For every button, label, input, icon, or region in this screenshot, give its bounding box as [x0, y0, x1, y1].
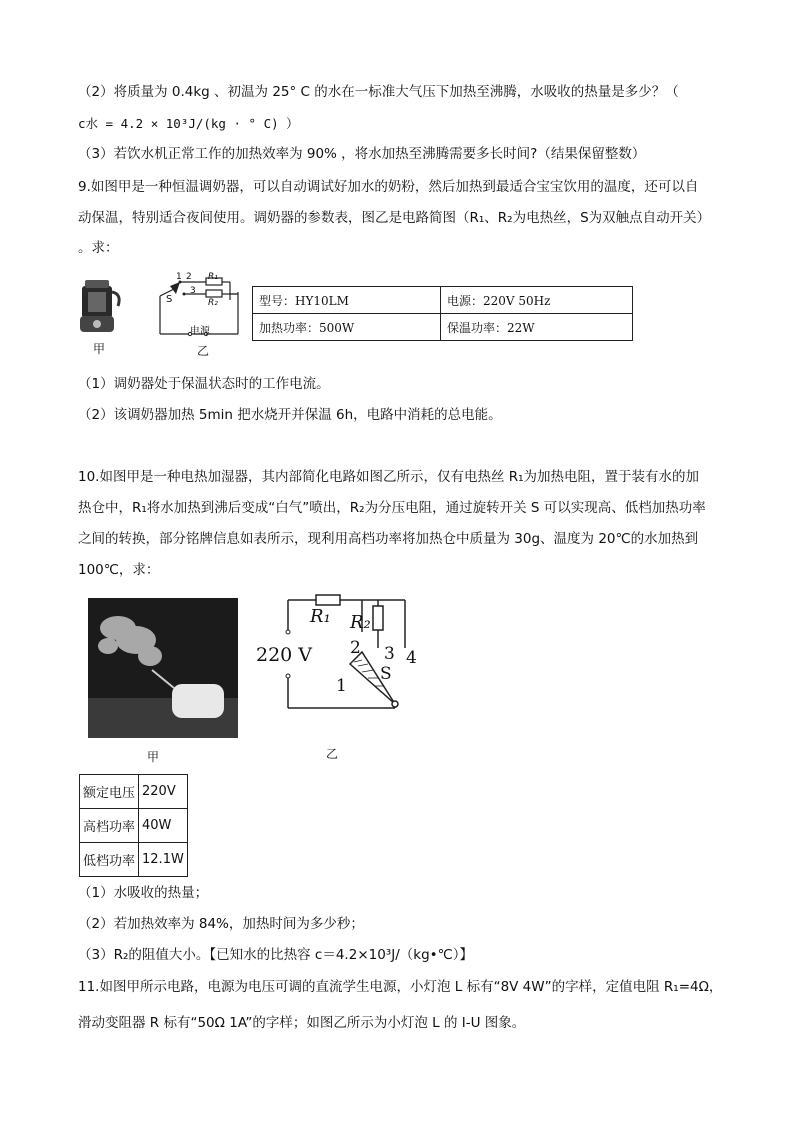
q9-caption-yi: 乙 [197, 344, 210, 358]
q9-intro-line2: 动保温，特别适合夜间使用。调奶器的参数表，图乙是电路简图（R₁、R₂为电热丝，S为双触点自动开关） [78, 210, 711, 226]
q10-label-r2: R₂ [350, 612, 371, 633]
q9-figure-milk-warmer [76, 276, 124, 340]
q9-intro-line3: 。求： [78, 240, 119, 256]
table-row [80, 775, 188, 809]
q8-part2: （2）将质量为 0.4kg 、初温为 25° C 的水在一标准大气压下加热至沸腾，水吸收的热量是多少？（ [78, 84, 679, 100]
q10-cell-rated-voltage-label: 额定电压 [80, 775, 139, 809]
q9-intro-line1: 9.如图甲是一种恒温调奶器，可以自动调试好加水的奶粉，然后加热到最适合宝宝饮用的温度，还可以自 [78, 179, 699, 195]
q10-node-4: 4 [406, 648, 417, 668]
table-row [80, 809, 188, 843]
q10-intro-line4: 100℃，求： [78, 562, 160, 578]
q9-node-3: 3 [190, 286, 196, 296]
q9-cell-keep-power: 保温功率：22W [441, 314, 633, 341]
q9-node-1: 1 [176, 272, 182, 282]
q8-part3: （3）若饮水机正常工作的加热效率为 90% ，将水加热至沸腾需要多长时间?（结果保留整数） [78, 146, 646, 162]
q10-node-1: 1 [336, 676, 347, 696]
q10-node-2: 2 [350, 638, 361, 658]
q9-label-r2: R₂ [208, 298, 218, 308]
q9-cell-heat-power: 加热功率：500W [253, 314, 441, 341]
q10-label-r1: R₁ [310, 606, 331, 627]
q10-cell-low-power-value: 12.1W [139, 843, 188, 877]
q9-label-r1: R₁ [208, 272, 218, 282]
q9-cell-supply: 电源：220V 50Hz [441, 287, 633, 314]
q9-label-power: 电源 [190, 326, 210, 337]
q10-node-3: 3 [384, 644, 395, 664]
q8-part2-constant: c水 = 4.2 × 10³J/(kg · ° C) ） [78, 116, 299, 131]
q10-label-voltage: 220 V [256, 644, 313, 666]
q10-intro-line2: 热仓中，R₁将水加热到沸后变成“白气”喷出，R₂为分压电阻，通过旋转开关 S 可以实现高、低档加热功率 [78, 500, 706, 516]
q10-caption-jia: 甲 [147, 750, 160, 764]
q9-cell-model: 型号：HY10LM [253, 287, 441, 314]
q9-part1: （1）调奶器处于保温状态时的工作电流。 [78, 376, 330, 392]
q9-label-s: S [166, 294, 173, 305]
q10-label-s: S [380, 664, 392, 684]
q10-part1: （1）水吸收的热量； [78, 885, 209, 901]
q11-intro-line1: 11.如图甲所示电路，电源为电压可调的直流学生电源，小灯泡 L 标有“8V 4W”的字样，定值电阻 R₁=4Ω， [78, 979, 723, 995]
q11-intro-line2: 滑动变阻器 R 标有“50Ω 1A”的字样；如图乙所示为小灯泡 L 的 I-U 图象。 [78, 1015, 526, 1031]
q10-cell-rated-voltage-value: 220V [139, 775, 188, 809]
q10-intro-line1: 10.如图甲是一种电热加湿器，其内部简化电路如图乙所示，仅有电热丝 R₁为加热电阻，置于装有水的加 [78, 469, 700, 485]
q9-parameter-table [252, 286, 633, 341]
q10-cell-high-power-label: 高档功率 [80, 809, 139, 843]
q9-part2: （2）该调奶器加热 5min 把水烧开并保温 6h，电路中消耗的总电能。 [78, 407, 502, 423]
q10-cell-low-power-label: 低档功率 [80, 843, 139, 877]
q10-part2: （2）若加热效率为 84%，加热时间为多少秒； [78, 916, 364, 932]
q10-intro-line3: 之间的转换，部分铭牌信息如表所示，现利用高档功率将加热仓中质量为 30g、温度为 20℃的水加热到 [78, 531, 699, 547]
q9-node-2: 2 [186, 272, 192, 282]
table-row [80, 843, 188, 877]
q10-caption-yi: 乙 [326, 747, 339, 761]
q10-figure-humidifier-photo [88, 598, 238, 738]
q10-part3: （3）R₂的阻值大小。【已知水的比热容 c＝4.2×10³J/（kg•℃）】 [78, 947, 474, 963]
q10-cell-high-power-value: 40W [139, 809, 188, 843]
q9-caption-jia: 甲 [93, 342, 106, 356]
q10-nameplate-table [79, 774, 188, 877]
